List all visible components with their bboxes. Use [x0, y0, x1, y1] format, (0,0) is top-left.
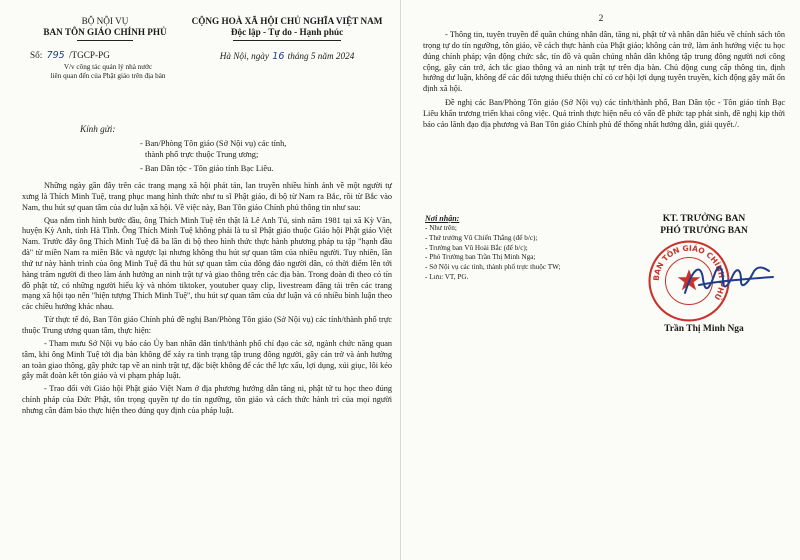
- date-month-year: tháng 5 năm 2024: [287, 51, 355, 61]
- agency-header: [30, 16, 180, 41]
- body-paragraph: - Tham mưu Sở Nội vụ báo cáo Ủy ban nhân dân tỉnh/thành phố chỉ đạo các sở, ngành chức năng quan tâm, khi ông Minh Tuệ tới địa bàn không để xảy ra tình trạng tập trung đông người, gây cản trở và ảnh hưởng an toàn giao thông, gây phức tạp về an ninh trật tự, đặc biệt không để các thế lực xấu, lợi dụng, xúi giục, lôi kéo gây mất đoàn kết tôn giáo và vi phạm pháp luật.: [22, 338, 392, 381]
- date-prefix: Hà Nội, ngày: [219, 51, 269, 61]
- header-divider: [77, 40, 133, 41]
- letter-body-continued: [423, 30, 785, 134]
- document-date: [178, 51, 396, 62]
- body-paragraph: Từ thực tế đó, Ban Tôn giáo Chính phủ đề nghị Ban/Phòng Tôn giáo (Sở Nội vụ) các tỉnh/thành phố trực thuộc Trung ương quan tâm, thực hiện:: [22, 315, 392, 335]
- recipient-block: [140, 163, 273, 174]
- date-day: 16: [272, 51, 285, 62]
- body-paragraph: Qua nắm tình hình bước đầu, ông Thích Minh Tuệ tên thật là Lê Anh Tú, sinh năm 1981 tại xã Kỳ Văn, huyện Kỳ Anh, tỉnh Hà Tĩnh. Ông Thích Minh Tuệ không phải là tu sĩ Phật giáo thuộc Giáo hội Phật giáo Việt Nam. Trước đây ông Thích Minh Tuệ đã ba lần đi bộ theo hình thức thực hành phương pháp tu tập "hạnh đầu đà" từ miền Nam ra miền Bắc và ngược lại nhưng không thu hút sự quan tâm của nhiều người. Tuy nhiên, lần thứ tư này hành trình của ông Minh Tuệ đã thu hút sự quan tâm của đông đảo người dân, có thời điểm lên tới hàng trăm người đi theo làm ảnh hưởng an ninh trật tự và giao thông trên các địa bàn. Trong đoàn đi theo có tín đồ phật tử, có những người hiếu kỳ và nhóm tiktoker, youtuber quay clip, livestream đăng tải trên các trang mạng xã hội tạo nên "hiện tượng Thích Minh Tuệ", thu hút sự quan tâm của dư luận và có nhiều bình luận theo các chiều hướng khác nhau.: [22, 215, 392, 312]
- body-paragraph: Những ngày gần đây trên các trang mạng xã hội phát tán, lan truyền nhiều hình ảnh về một người tự xưng là Thích Minh Tuệ, trang phục mang hình thức như tu sĩ Phật giáo, đi bộ từ Nam ra Bắc, rồi từ Bắc vào Nam, thu hút sự quan tâm của dư luận xã hội. Về việc này, Ban Tôn giáo Chính phủ thông tin như sau:: [22, 181, 392, 212]
- recipient-line: - Ban Dân tộc - Tôn giáo tỉnh Bạc Liêu.: [140, 164, 274, 173]
- signer-title: KT. TRƯỞNG BAN: [662, 214, 746, 224]
- signer-name: Trần Thị Minh Nga: [664, 324, 744, 334]
- national-motto: Độc lập - Tự do - Hạnh phúc: [230, 27, 344, 37]
- seal-text: BAN TÔN GIÁO CHÍNH PHỦ: [651, 243, 727, 302]
- page-number: 2: [598, 14, 604, 24]
- recipient-block: [140, 138, 286, 160]
- recipient-item: - Sở Nội vụ các tỉnh, thành phố trực thuộc TW;: [425, 263, 561, 272]
- seal-and-signature: [619, 237, 789, 321]
- motto-divider: [233, 40, 341, 41]
- document-subject: [22, 63, 194, 81]
- recipient-item: - Phó Trưởng ban Trần Thị Minh Nga;: [425, 253, 536, 262]
- body-paragraph: - Trao đổi với Giáo hội Phật giáo Việt Nam ở địa phương hướng dẫn tăng ni, phật tử tu học theo đúng chính pháp của Đức Phật, tôn trọng quyền tự do tín ngưỡng, tôn giáo và cách thức hành trì của mọi người nhưng cần đảm bảo thực hiện theo đúng quy định của pháp luật.: [22, 384, 392, 415]
- recipient-item: - Trưởng ban Vũ Hoài Bắc (để b/c);: [425, 243, 528, 252]
- signature-block: [619, 213, 789, 335]
- recipient-line: - Ban/Phòng Tôn giáo (Sở Nội vụ) các tỉnh,: [140, 139, 287, 148]
- subject-line: liên quan đến của Phật giáo trên địa bàn: [50, 72, 166, 80]
- ministry-name: BỘ NỘI VỤ: [81, 16, 129, 26]
- number-value: 795: [46, 50, 65, 61]
- handwritten-signature-icon: [679, 255, 779, 305]
- subject-line: V/v công tác quản lý nhà nước: [63, 63, 153, 71]
- recipients-heading: Nơi nhận:: [425, 214, 460, 223]
- letter-body: [22, 181, 392, 419]
- national-header: [178, 16, 396, 41]
- document-page-2: [400, 0, 800, 560]
- number-prefix: Số:: [30, 50, 43, 60]
- signer-subtitle: PHÓ TRƯỞNG BAN: [660, 226, 748, 236]
- nation-name: CỘNG HOÀ XÃ HỘI CHỦ NGHĨA VIỆT NAM: [191, 16, 383, 26]
- recipient-item: - Lưu: VT, PG.: [425, 272, 469, 281]
- greeting: Kính gửi:: [80, 124, 116, 134]
- recipient-line: thành phố trực thuộc Trung ương;: [145, 150, 259, 159]
- body-paragraph: - Thông tin, tuyên truyền để quần chúng nhân dân, tăng ni, phật tử và nhân dân hiểu về chính sách tôn trọng tự do tín ngưỡng, tôn giáo, về cách thực hành của Phật giáo; không cản trở, làm ảnh hưởng việc tu học đúng chính pháp; vận động chức sắc, tín đồ và quần chúng nhân dân không tập trung đông người nơi công cộng, gây cản trở, ách tắc giao thông và an ninh trật tự trên địa bàn. Chủ động cung cấp thông tin, định hướng dư luận, không để các đối tượng thiếu thiện chí có cơ hội lợi dụng tuyên truyền, kích động gây mất ổn định xã hội.: [423, 30, 785, 94]
- body-paragraph: Đề nghị các Ban/Phòng Tôn giáo (Sở Nội vụ) các tỉnh/thành phố, Ban Dân tộc - Tôn giáo tỉnh Bạc Liêu khẩn trương triển khai công việc. Quá trình thực hiện nếu có vấn đề phức tạp phát sinh, đề nghị kịp thời báo cáo lãnh đạo địa phương và Ban Tôn giáo Chính phủ để thống nhất hướng dẫn, giải quyết./.: [423, 98, 785, 129]
- number-suffix: /TGCP-PG: [69, 50, 110, 60]
- recipients-list: [425, 213, 595, 283]
- recipient-item: - Như trên;: [425, 224, 457, 232]
- office-name: BAN TÔN GIÁO CHÍNH PHỦ: [43, 27, 167, 37]
- recipient-item: - Thứ trưởng Vũ Chiến Thắng (để b/c);: [425, 233, 538, 242]
- document-number: [30, 50, 110, 61]
